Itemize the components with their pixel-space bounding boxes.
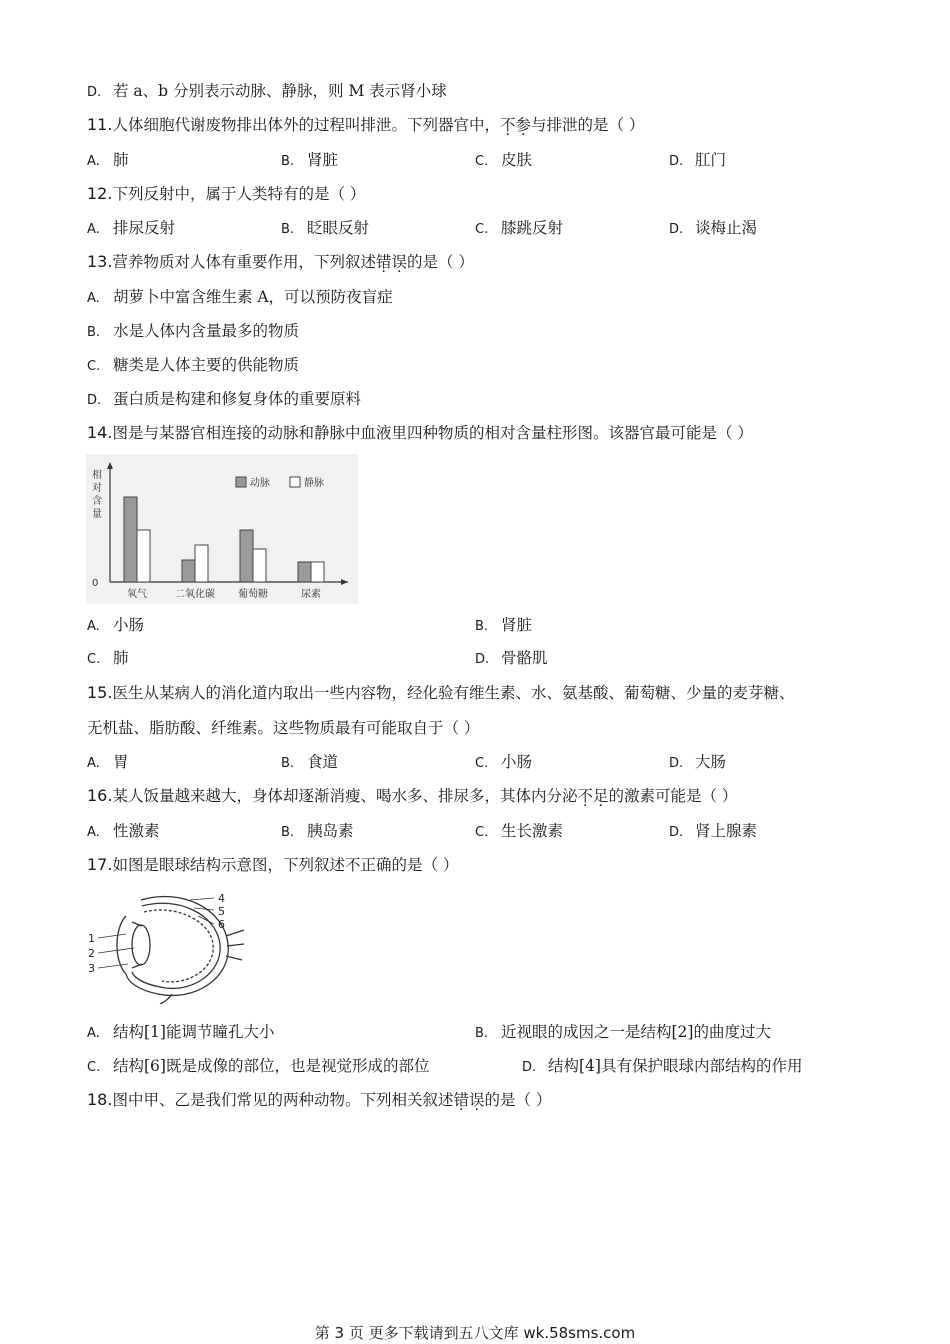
question-number: 12. xyxy=(87,184,113,203)
option-text: 谈梅止渴 xyxy=(695,219,758,237)
option-letter: C. xyxy=(475,222,489,237)
q10-option-d xyxy=(87,80,447,104)
option-text: 胃 xyxy=(113,753,129,771)
question-number: 13. xyxy=(87,252,113,271)
y-axis-arrow xyxy=(107,462,113,469)
q15-option-c[interactable] xyxy=(475,751,532,775)
option-text: 小肠 xyxy=(501,753,533,771)
option-text: 肺 xyxy=(113,151,129,169)
q16-option-d[interactable] xyxy=(669,820,757,844)
option-letter: B. xyxy=(281,756,295,771)
stem-text: 下列反射中，属于人类特有的是（ ） xyxy=(112,185,366,203)
option-text: 生长激素 xyxy=(501,822,564,840)
option-letter: A. xyxy=(87,825,100,840)
question-number: 18. xyxy=(87,1090,113,1109)
q13-option-b[interactable] xyxy=(87,320,299,344)
option-text: 肺 xyxy=(113,649,129,667)
option-text: 糖类是人体主要的供能物质 xyxy=(113,356,300,374)
option-text: 肾上腺素 xyxy=(695,822,758,840)
option-text: 近视眼的成因之一是结构[2]的曲度过大 xyxy=(501,1023,771,1041)
bar-0-1 xyxy=(137,530,150,582)
emphasis-char: 足 xyxy=(592,787,609,805)
eyeball-svg xyxy=(86,886,246,1004)
legend-label: 静脉 xyxy=(304,478,324,489)
q14-option-a[interactable] xyxy=(87,614,144,638)
option-letter: D. xyxy=(87,85,102,100)
bar-1-0 xyxy=(182,560,195,582)
stem-text: 无机盐、脂肪酸、纤维素。这些物质最有可能取自于（ ） xyxy=(87,719,480,737)
option-text: 皮肤 xyxy=(501,151,533,169)
option-letter: B. xyxy=(475,619,489,634)
q15-stem-line1 xyxy=(87,682,794,704)
question-number: 16. xyxy=(87,786,113,805)
emphasis-char: 不 xyxy=(577,787,593,805)
iris xyxy=(132,922,142,968)
emphasis-char: 错 xyxy=(375,253,392,271)
option-letter: B. xyxy=(281,222,295,237)
option-text: 肛门 xyxy=(695,151,727,169)
q16-option-b[interactable] xyxy=(281,820,354,844)
option-letter: A. xyxy=(87,619,100,634)
q15-stem-line2 xyxy=(87,717,479,739)
option-text: 胰岛素 xyxy=(307,822,354,840)
option-text: 小肠 xyxy=(113,616,145,634)
option-text: 骨骼肌 xyxy=(501,649,548,667)
q12-stem xyxy=(87,183,365,205)
question-number: 17. xyxy=(87,855,113,874)
x-axis-arrow xyxy=(341,579,348,585)
q15-option-b[interactable] xyxy=(281,751,338,775)
q11-option-c[interactable] xyxy=(475,149,532,173)
option-letter: C. xyxy=(475,154,489,169)
option-letter: C. xyxy=(475,825,489,840)
origin-label: 0 xyxy=(92,578,99,589)
q15-option-a[interactable] xyxy=(87,751,129,775)
option-text: 肾脏 xyxy=(501,616,533,634)
bar-0-0 xyxy=(124,497,137,582)
option-letter: D. xyxy=(669,825,684,840)
option-letter: B. xyxy=(281,825,295,840)
q14-stem xyxy=(87,422,753,444)
y-axis-label-char: 量 xyxy=(92,509,102,520)
x-tick-label: 葡萄糖 xyxy=(238,589,268,600)
option-letter: C. xyxy=(87,1060,101,1075)
emphasis-char: 参 xyxy=(515,116,531,134)
emphasis-char: 误 xyxy=(391,253,407,271)
question-number: 11. xyxy=(87,115,113,134)
q17-option-d[interactable] xyxy=(522,1055,802,1079)
stem-text: 图是与某器官相连接的动脉和静脉中血液里四种物质的相对含量柱形图。该器官最可能是（ ） xyxy=(112,424,753,442)
bar-3-0 xyxy=(298,562,311,582)
stem-text: 营养物质对人体有重要作用，下列叙述 xyxy=(112,253,376,271)
q18-stem xyxy=(87,1089,551,1111)
bar-3-1 xyxy=(311,562,324,582)
question-number: 14. xyxy=(87,423,113,442)
question-number: 15. xyxy=(87,683,113,702)
option-letter: B. xyxy=(281,154,295,169)
option-text: 食道 xyxy=(307,753,339,771)
option-letter: D. xyxy=(669,154,684,169)
option-text: 结构[1]能调节瞳孔大小 xyxy=(113,1023,275,1041)
page-footer[interactable]: 第 3 页 更多下载请到五八文库 wk.58sms.com xyxy=(314,1324,636,1342)
stem-text: 人体细胞代谢废物排出体外的过程叫排泄。下列器官中， xyxy=(112,116,500,134)
q14-option-d[interactable] xyxy=(475,647,548,671)
stem-text: 与排泄的是（ ） xyxy=(531,116,645,134)
q17-eyeball-diagram xyxy=(86,886,246,1004)
stem-text: 的激素可能是（ ） xyxy=(608,787,738,805)
option-text: 结构[6]既是成像的部位，也是视觉形成的部位 xyxy=(113,1057,430,1075)
option-text: 肾脏 xyxy=(307,151,339,169)
bar-2-0 xyxy=(240,530,253,582)
option-text: 若 a、b 分别表示动脉、静脉，则 M 表示肾小球 xyxy=(113,82,447,100)
q12-option-b[interactable] xyxy=(281,217,369,241)
retina-outline xyxy=(144,910,213,982)
option-text: 大肠 xyxy=(695,753,727,771)
y-axis-label-char: 对 xyxy=(92,483,102,494)
choroid-outline xyxy=(132,903,220,988)
option-letter: B. xyxy=(475,1026,489,1041)
eye-label-5: 5 xyxy=(218,905,225,918)
stem-text: 如图是眼球结构示意图，下列叙述不正确的是（ ） xyxy=(112,856,459,874)
option-text: 性激素 xyxy=(113,822,160,840)
q13-option-a[interactable] xyxy=(87,286,393,310)
legend-label: 动脉 xyxy=(250,478,270,489)
q15-option-d[interactable] xyxy=(669,751,726,775)
stem-text: 图中甲、乙是我们常见的两种动物。下列相关叙述 xyxy=(112,1091,454,1109)
lens xyxy=(132,925,150,965)
q17-option-a[interactable] xyxy=(87,1021,274,1045)
option-letter: D. xyxy=(669,756,684,771)
eye-label-6: 6 xyxy=(218,918,225,931)
stem-text: 的是（ ） xyxy=(484,1091,552,1109)
q12-option-c[interactable] xyxy=(475,217,563,241)
q14-option-b[interactable] xyxy=(475,614,532,638)
x-tick-label: 氧气 xyxy=(127,589,147,600)
option-letter: A. xyxy=(87,222,100,237)
option-letter: C. xyxy=(87,359,101,374)
option-text: 排尿反射 xyxy=(113,219,176,237)
option-letter: A. xyxy=(87,756,100,771)
stem-text: 医生从某病人的消化道内取出一些内容物，经化验有维生素、水、氨基酸、葡萄糖、少量的麦芽糖、 xyxy=(112,684,795,702)
q13-option-c[interactable] xyxy=(87,354,299,378)
emphasis-char: 误 xyxy=(468,1091,485,1109)
option-text: 胡萝卜中富含维生素 A，可以预防夜盲症 xyxy=(113,288,393,306)
q11-option-a[interactable] xyxy=(87,149,129,173)
option-text: 眨眼反射 xyxy=(307,219,370,237)
q16-option-a[interactable] xyxy=(87,820,160,844)
option-letter: A. xyxy=(87,1026,100,1041)
bar-chart-svg xyxy=(86,454,358,604)
option-letter: A. xyxy=(87,154,100,169)
q11-option-b[interactable] xyxy=(281,149,338,173)
option-text: 水是人体内含量最多的物质 xyxy=(113,322,300,340)
q14-option-c[interactable] xyxy=(87,647,129,671)
q11-stem xyxy=(87,114,644,136)
eye-label-4: 4 xyxy=(218,892,225,905)
eye-label-2: 2 xyxy=(88,947,95,960)
option-letter: D. xyxy=(669,222,684,237)
q16-stem xyxy=(87,785,737,807)
bar-1-1 xyxy=(195,545,208,582)
q14-bar-chart xyxy=(86,454,358,604)
y-axis-label-char: 含 xyxy=(92,496,102,507)
legend-swatch xyxy=(236,477,246,487)
eye-label-3: 3 xyxy=(88,962,95,975)
emphasis-char: 错 xyxy=(453,1091,469,1109)
option-text: 蛋白质是构建和修复身体的重要原料 xyxy=(113,390,362,408)
option-text: 膝跳反射 xyxy=(501,219,564,237)
emphasis-char: 不 xyxy=(499,116,516,134)
option-letter: D. xyxy=(475,652,490,667)
legend-swatch xyxy=(290,477,300,487)
x-tick-label: 尿素 xyxy=(301,589,321,600)
option-text: 结构[4]具有保护眼球内部结构的作用 xyxy=(548,1057,803,1075)
q17-option-b[interactable] xyxy=(475,1021,771,1045)
q11-option-d[interactable] xyxy=(669,149,726,173)
option-letter: D. xyxy=(522,1060,537,1075)
option-letter: C. xyxy=(475,756,489,771)
option-letter: B. xyxy=(87,325,101,340)
option-letter: D. xyxy=(87,393,102,408)
stem-text: 某人饭量越来越大，身体却逐渐消瘦、喝水多、排尿多，其体内分泌 xyxy=(112,787,578,805)
q17-option-c[interactable] xyxy=(87,1055,429,1079)
eye-label-1: 1 xyxy=(88,932,95,945)
q12-option-a[interactable] xyxy=(87,217,175,241)
q17-stem xyxy=(87,854,458,876)
bar-2-1 xyxy=(253,549,266,582)
y-axis-label-char: 相 xyxy=(92,470,102,481)
x-tick-label: 二氧化碳 xyxy=(175,589,215,600)
q13-stem xyxy=(87,251,474,273)
stem-text: 的是（ ） xyxy=(407,253,474,271)
q13-option-d[interactable] xyxy=(87,388,361,412)
q12-option-d[interactable] xyxy=(669,217,757,241)
option-letter: C. xyxy=(87,652,101,667)
q16-option-c[interactable] xyxy=(475,820,563,844)
option-letter: A. xyxy=(87,291,100,306)
